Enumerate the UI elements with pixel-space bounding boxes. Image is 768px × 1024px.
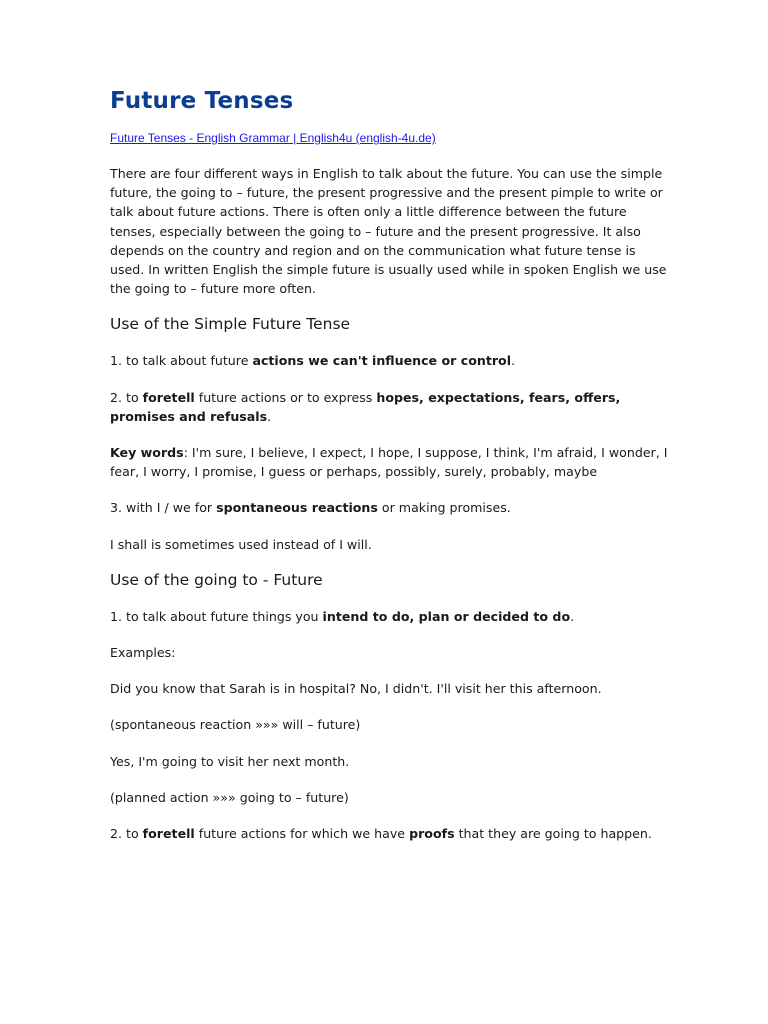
simple-future-point-3: 3. with I / we for spontaneous reactions or making promises. xyxy=(110,500,511,516)
intro-paragraph: There are four different ways in English to talk about the future. You can use the simple future, the going to – future, the present progressive and the present pimple to write or talk about future actions. There is often only a little difference between the future tenses, especially between the going to – future and the present progressive. It also depends on the country and region and on the communication what future tense is used. In written English the simple future is usually used while in spoken English we use the going to – future more often. xyxy=(110,166,667,297)
example-2-note: (planned action »»» going to – future) xyxy=(110,789,349,805)
heading-simple-future: Use of the Simple Future Tense xyxy=(110,315,351,334)
source-link[interactable]: Future Tenses - English Grammar | English4u (english-4u.de) xyxy=(110,131,436,145)
simple-future-point-2: 2. to foretell future actions or to express hopes, expectations, fears, offers, promises and refusals. xyxy=(110,389,621,424)
example-1-note: (spontaneous reaction »»» will – future) xyxy=(110,717,361,733)
examples-label: Examples: xyxy=(110,645,176,661)
page-title: Future Tenses xyxy=(110,88,294,114)
simple-future-point-1: 1. to talk about future actions we can't influence or control. xyxy=(110,353,516,369)
heading-going-to-future: Use of the going to - Future xyxy=(110,570,323,589)
going-to-point-1: 1. to talk about future things you intend to do, plan or decided to do. xyxy=(110,608,575,624)
key-words: Key words: I'm sure, I believe, I expect, I hope, I suppose, I think, I'm afraid, I wonder, I fear, I worry, I promise, I guess or perhaps, possibly, surely, probably, maybe xyxy=(110,445,668,480)
shall-note: I shall is sometimes used instead of I will. xyxy=(110,536,372,552)
going-to-point-2: 2. to foretell future actions for which we have proofs that they are going to happen. xyxy=(110,826,652,842)
document-page xyxy=(110,86,670,843)
example-2: Yes, I'm going to visit her next month. xyxy=(110,753,350,769)
example-1: Did you know that Sarah is in hospital? No, I didn't. I'll visit her this afternoon. xyxy=(110,681,602,697)
